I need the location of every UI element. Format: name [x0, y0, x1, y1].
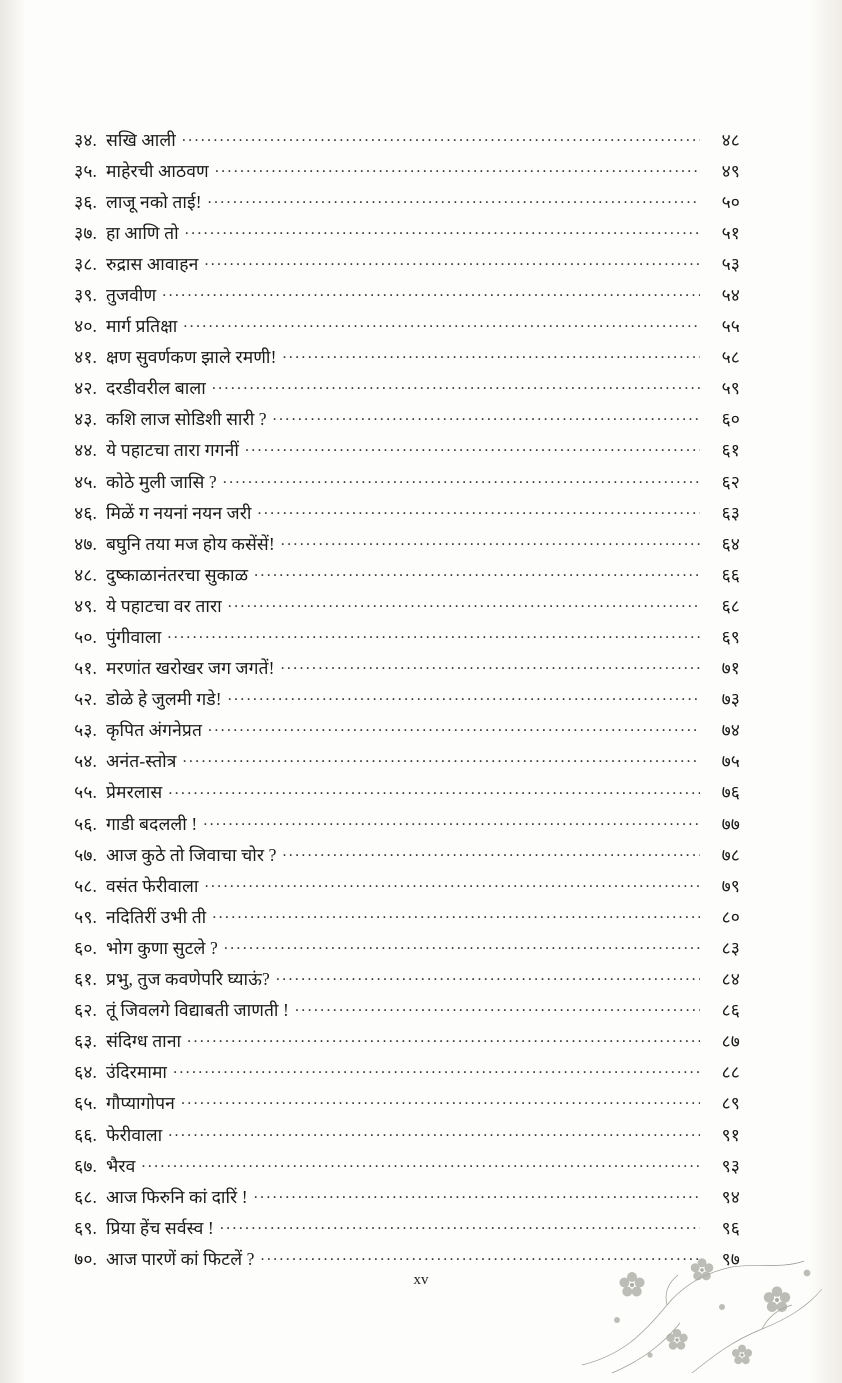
toc-entry[interactable] [55, 470, 740, 501]
toc-leader-dots [181, 1092, 700, 1110]
toc-entry-page-number: ८० [721, 906, 740, 927]
toc-entry-title: गाडी बदलली ! [106, 813, 198, 834]
toc-entry-page-number: ६८ [721, 595, 740, 616]
toc-entry-number: ५८. [74, 875, 97, 896]
toc-entry-page-number: ७६ [721, 782, 740, 803]
toc-leader-dots [183, 750, 700, 768]
toc-entry[interactable] [55, 936, 740, 967]
toc-entry[interactable] [55, 1154, 740, 1185]
toc-entry[interactable] [55, 408, 740, 439]
toc-entry-number: ६५. [74, 1093, 97, 1114]
toc-entry[interactable] [55, 843, 740, 874]
toc-leader-dots [182, 128, 700, 146]
toc-leader-dots [208, 190, 700, 208]
toc-leader-dots [162, 283, 700, 301]
toc-leader-dots [282, 843, 700, 861]
toc-leader-dots [208, 719, 700, 737]
toc-entry-page-number: ५८ [721, 347, 740, 368]
toc-leader-dots [142, 1154, 701, 1172]
toc-leader-dots [295, 999, 700, 1017]
toc-leader-dots [276, 968, 700, 986]
toc-entry-page-number: ८३ [721, 937, 740, 958]
toc-entry-number: ४७. [74, 533, 97, 554]
table-of-contents [55, 128, 740, 1278]
toc-entry-page-number: ८७ [721, 1031, 740, 1052]
toc-entry-title: कशि लाज सोडिशी सारी ? [106, 409, 267, 430]
toc-entry-number: ३७. [74, 222, 97, 243]
toc-leader-dots [224, 936, 700, 954]
toc-leader-dots [228, 594, 700, 612]
toc-entry-number: ६९. [74, 1217, 97, 1238]
toc-entry-title: संदिग्ध ताना [106, 1031, 182, 1052]
toc-entry[interactable] [55, 999, 740, 1030]
toc-entry-page-number: ६० [721, 409, 740, 430]
toc-entry-page-number: ५० [721, 191, 740, 212]
page-folio-number: xv [413, 1272, 429, 1288]
toc-entry-number: ६४. [74, 1062, 97, 1083]
toc-entry-title: सखि आली [106, 129, 176, 150]
toc-leader-dots [245, 439, 700, 457]
toc-entry-title: आज फिरुनि कां दारिं ! [106, 1186, 248, 1207]
toc-entry[interactable] [55, 750, 740, 781]
toc-entry-number: ३४. [74, 129, 97, 150]
toc-entry-number: ४६. [74, 502, 97, 523]
toc-entry[interactable] [55, 1123, 740, 1154]
toc-entry[interactable] [55, 1092, 740, 1123]
toc-entry-page-number: ५९ [721, 378, 740, 399]
toc-entry[interactable] [55, 1216, 740, 1247]
toc-entry[interactable] [55, 128, 740, 159]
toc-entry-title: कृपित अंगनेप्रत [106, 720, 203, 741]
toc-entry-page-number: ७७ [721, 813, 740, 834]
toc-leader-dots [168, 781, 700, 799]
toc-leader-dots [212, 905, 700, 923]
toc-entry[interactable] [55, 688, 740, 719]
toc-leader-dots [204, 252, 700, 270]
toc-entry-page-number: ९१ [721, 1124, 740, 1145]
toc-entry-title: डोळे हे जुलमी गडे! [106, 689, 222, 710]
toc-entry-number: ४८. [74, 564, 97, 585]
toc-entry-number: ६६. [74, 1124, 97, 1145]
toc-entry-number: ५७. [74, 844, 97, 865]
toc-entry-number: ३६. [74, 191, 97, 212]
toc-leader-dots [283, 346, 701, 364]
toc-entry-number: ५१. [74, 658, 97, 679]
toc-entry-number: ५४. [74, 751, 97, 772]
toc-entry-title: तुजवीण [106, 284, 157, 305]
toc-leader-dots [223, 470, 700, 488]
toc-entry-number: ४१. [74, 347, 97, 368]
toc-entry-number: ३९. [74, 284, 97, 305]
toc-entry-number: ६१. [74, 969, 97, 990]
toc-entry-page-number: ६९ [721, 627, 740, 647]
toc-entry-number: ६२. [74, 1000, 97, 1021]
toc-entry-title: ये पहाटचा तारा गगनीं [106, 440, 239, 461]
toc-entry[interactable] [55, 563, 740, 594]
toc-entry-title: फेरीवाला [106, 1124, 163, 1145]
toc-leader-dots [185, 221, 700, 239]
toc-entry-page-number: ७८ [721, 844, 740, 865]
toc-entry-number: ६७. [74, 1155, 97, 1176]
toc-entry-number: ४४. [74, 440, 97, 461]
toc-entry-number: ३८. [74, 253, 97, 274]
toc-entry-title: अनंत-स्तोत्र [106, 751, 177, 772]
toc-leader-dots [258, 501, 700, 519]
toc-entry-page-number: ७४ [721, 720, 740, 741]
toc-entry-title: हा आणि तो [106, 222, 179, 243]
toc-entry-page-number: ५३ [721, 253, 740, 274]
toc-entry-title: क्षण सुवर्णकण झाले रमणी! [106, 347, 277, 368]
toc-entry-title: माहेरची आठवण [106, 160, 209, 181]
toc-leader-dots [205, 874, 700, 892]
toc-entry-page-number: ६६ [721, 564, 740, 585]
toc-entry-number: ५६. [74, 813, 97, 834]
toc-entry-number: ६०. [74, 937, 97, 958]
toc-entry-page-number: ५५ [721, 316, 740, 337]
toc-entry-title: प्रेमरलास [106, 782, 163, 803]
toc-entry-title: मार्ग प्रतिक्षा [106, 316, 178, 337]
toc-entry-number: ४०. [74, 316, 97, 337]
toc-entry-title: आज पारणें कां फिटलें ? [106, 1248, 255, 1269]
toc-entry[interactable] [55, 190, 740, 221]
toc-leader-dots [254, 563, 700, 581]
toc-entry-number: ५५. [74, 782, 97, 803]
toc-entry-page-number: ६१ [721, 440, 740, 461]
toc-entry[interactable] [55, 252, 740, 283]
toc-entry-page-number: ५१ [721, 222, 740, 243]
toc-entry[interactable] [55, 283, 740, 314]
toc-entry-page-number: ९३ [721, 1155, 740, 1176]
toc-leader-dots [183, 315, 700, 333]
toc-entry-title: नदितिरीं उभी ती [106, 906, 207, 927]
toc-entry[interactable] [55, 532, 740, 563]
toc-entry-title: बघुनि तया मज होय कसेंसें! [106, 533, 275, 554]
toc-entry-page-number: ८६ [721, 1000, 740, 1021]
toc-entry-title: उंदिरमामा [106, 1062, 168, 1083]
toc-entry-page-number: ७९ [721, 875, 740, 896]
toc-entry-page-number: ४८ [721, 129, 740, 150]
toc-entry[interactable] [55, 501, 740, 532]
toc-entry-title: मिळें ग नयनां नयन जरी [106, 502, 252, 523]
toc-entry-number: ३५. [74, 160, 97, 181]
toc-entry[interactable] [55, 968, 740, 999]
toc-entry[interactable] [55, 781, 740, 812]
toc-entry[interactable] [55, 719, 740, 750]
toc-entry-number: ४९. [74, 595, 97, 616]
toc-entry[interactable] [55, 377, 740, 408]
toc-entry-page-number: ९४ [721, 1186, 740, 1207]
toc-entry-title: दुष्काळानंतरचा सुकाळ [106, 564, 249, 585]
toc-leader-dots [187, 1030, 700, 1048]
toc-entry-page-number: ९६ [721, 1217, 740, 1238]
toc-leader-dots [254, 1185, 700, 1203]
toc-entry[interactable] [55, 159, 740, 190]
toc-entry-title: दरडीवरील बाला [106, 378, 206, 399]
toc-entry-number: ४५. [74, 471, 97, 492]
toc-entry-title: ये पहाटचा वर तारा [106, 595, 222, 616]
toc-entry[interactable] [55, 439, 740, 470]
toc-entry-number: ५९. [74, 906, 97, 927]
toc-entry[interactable] [55, 657, 740, 688]
toc-entry-title: गौप्यागोपन [106, 1093, 175, 1114]
toc-entry[interactable] [55, 221, 740, 252]
toc-entry-title: भोग कुणा सुटले ? [106, 937, 218, 958]
toc-leader-dots [212, 377, 700, 395]
toc-entry-number: ४२. [74, 378, 97, 399]
toc-entry[interactable] [55, 315, 740, 346]
toc-entry-title: कोठे मुली जासि ? [106, 471, 217, 492]
toc-entry-number: ५०. [74, 627, 97, 647]
toc-entry-page-number: ८९ [721, 1093, 740, 1114]
toc-entry-title: लाजू नको ताई! [106, 191, 202, 212]
toc-entry[interactable] [55, 1185, 740, 1216]
toc-entry-title: तूं जिवलगे विद्याबती जाणती ! [106, 1000, 289, 1021]
toc-entry[interactable] [55, 874, 740, 905]
toc-entry-title: मरणांत खरोखर जग जगतें! [106, 658, 275, 679]
toc-entry[interactable] [55, 594, 740, 625]
toc-entry-title: प्रिया हेंच सर्वस्व ! [106, 1217, 214, 1238]
toc-entry-title: आज कुठे तो जिवाचा चोर ? [106, 844, 277, 865]
toc-entry-page-number: ४९ [721, 160, 740, 181]
toc-entry[interactable] [55, 1030, 740, 1061]
toc-entry-title: पुंगीवाला [106, 627, 162, 647]
toc-entry[interactable] [55, 626, 740, 657]
toc-entry-page-number: ७१ [721, 658, 740, 679]
toc-entry-page-number: ९७ [721, 1248, 740, 1269]
toc-leader-dots [173, 1061, 700, 1079]
toc-leader-dots [281, 657, 700, 675]
toc-leader-dots [220, 1216, 700, 1234]
toc-entry-page-number: ७५ [721, 751, 740, 772]
toc-entry-page-number: ६४ [721, 533, 740, 554]
toc-leader-dots [215, 159, 700, 177]
toc-entry[interactable] [55, 905, 740, 936]
toc-leader-dots [261, 1247, 700, 1265]
toc-entry[interactable] [55, 812, 740, 843]
toc-leader-dots [273, 408, 700, 426]
toc-entry-number: ७०. [74, 1248, 97, 1269]
toc-entry-title: भैरव [106, 1155, 136, 1176]
toc-entry-number: ५३. [74, 720, 97, 741]
toc-entry-title: वसंत फेरीवाला [106, 875, 199, 896]
toc-leader-dots [281, 532, 700, 550]
toc-entry-page-number: ८४ [721, 969, 740, 990]
toc-entry[interactable] [55, 346, 740, 377]
toc-entry-number: ४३. [74, 409, 97, 430]
toc-entry-title: रुद्रास आवाहन [106, 253, 199, 274]
toc-entry-number: ६३. [74, 1031, 97, 1052]
toc-entry-page-number: ५४ [721, 284, 740, 305]
toc-entry[interactable] [55, 1061, 740, 1092]
toc-entry-page-number: ८८ [721, 1062, 740, 1083]
toc-entry-page-number: ७३ [721, 689, 740, 710]
toc-leader-dots [228, 688, 700, 706]
toc-entry-number: ६८. [74, 1186, 97, 1207]
toc-entry-number: ५२. [74, 689, 97, 710]
toc-entry-title: प्रभु, तुज कवणेपरि घ्याऊं? [106, 969, 270, 990]
toc-leader-dots [168, 1123, 700, 1141]
toc-leader-dots [167, 626, 700, 644]
toc-entry-page-number: ६२ [721, 471, 740, 492]
toc-leader-dots [203, 812, 700, 830]
toc-entry-page-number: ६३ [721, 502, 740, 523]
